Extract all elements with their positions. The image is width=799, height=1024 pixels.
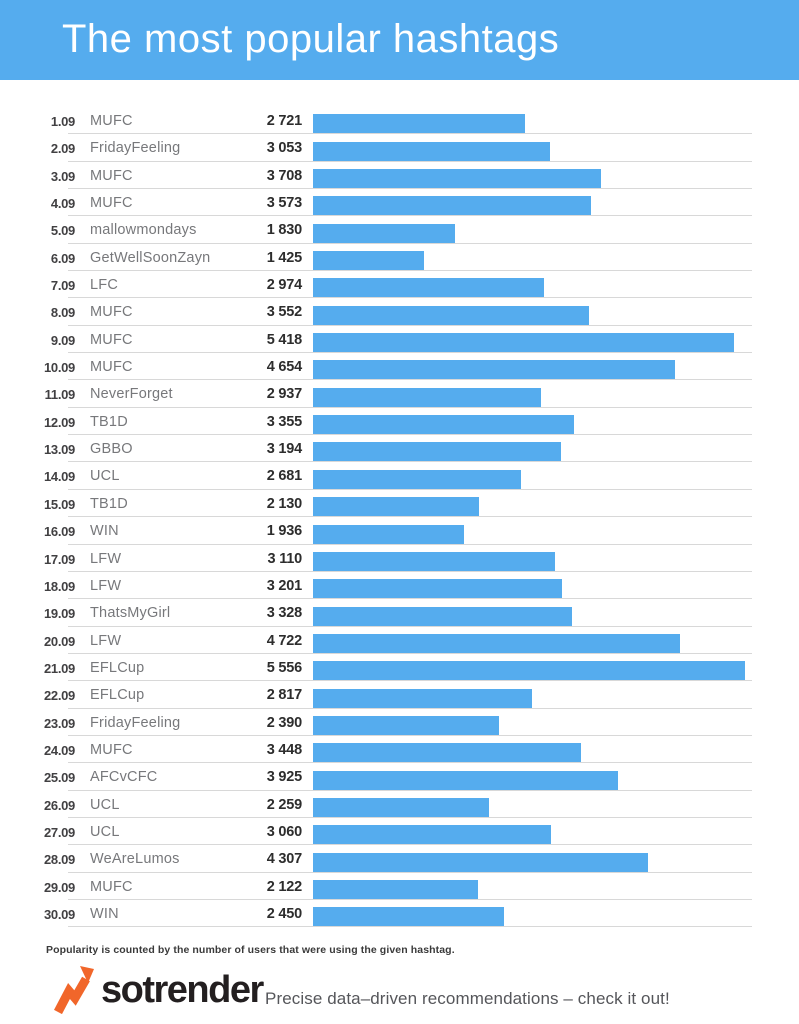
bar-track: [313, 470, 745, 489]
bar: [313, 333, 734, 352]
bar: [313, 880, 478, 899]
table-row: [0, 709, 799, 736]
bar-track: [313, 907, 745, 926]
table-row: [0, 298, 799, 325]
row-hashtag: MUFC: [90, 359, 133, 376]
bar: [313, 114, 525, 133]
bar: [313, 442, 561, 461]
bar: [313, 661, 745, 680]
bar-track: [313, 497, 745, 516]
row-value: 4 654: [266, 359, 302, 376]
bar-track: [313, 388, 745, 407]
bar-track: [313, 442, 745, 461]
bar: [313, 142, 550, 161]
table-row: [0, 216, 799, 243]
bar-track: [313, 661, 745, 680]
row-date: 28.09: [43, 852, 75, 868]
row-value: 2 974: [266, 277, 302, 294]
row-hashtag: MUFC: [90, 741, 133, 758]
bar: [313, 497, 479, 516]
row-hashtag: FridayFeeling: [90, 140, 181, 157]
row-value: 3 355: [266, 413, 302, 430]
bar-track: [313, 114, 745, 133]
row-hashtag: EFLCup: [90, 659, 145, 676]
table-row: [0, 462, 799, 489]
bar: [313, 853, 648, 872]
row-value: 3 552: [266, 304, 302, 321]
row-date: 24.09: [43, 742, 75, 758]
row-value: 3 328: [266, 605, 302, 622]
row-hashtag: NeverForget: [90, 386, 173, 403]
row-hashtag: TB1D: [90, 413, 128, 430]
bar-track: [313, 306, 745, 325]
row-date: 30.09: [43, 906, 75, 922]
logo-text: sotrender: [101, 968, 263, 1011]
row-value: 3 573: [266, 195, 302, 212]
table-row: [0, 654, 799, 681]
bar-track: [313, 634, 745, 653]
bar-track: [313, 743, 745, 762]
row-date: 1.09: [50, 114, 75, 129]
bar-track: [313, 196, 745, 215]
bar: [313, 743, 581, 762]
row-value: 3 053: [266, 140, 302, 157]
row-date: 23.09: [43, 715, 75, 731]
bar: [313, 716, 499, 735]
row-date: 16.09: [43, 524, 75, 540]
bar: [313, 771, 618, 790]
bar: [313, 689, 532, 708]
trend-arrow-icon: [54, 966, 94, 1014]
table-row: [0, 490, 799, 517]
row-value: 5 556: [266, 659, 302, 676]
row-value: 5 418: [266, 331, 302, 348]
bar-track: [313, 771, 745, 790]
row-hashtag: MUFC: [90, 304, 133, 321]
bar-track: [313, 169, 745, 188]
footer-tagline: Precise data–driven recommendations – check it out!: [265, 989, 670, 1008]
row-hashtag: FridayFeeling: [90, 714, 181, 731]
row-value: 2 130: [266, 495, 302, 512]
table-row: [0, 627, 799, 654]
bar-track: [313, 689, 745, 708]
bar: [313, 169, 601, 188]
row-date: 13.09: [43, 442, 75, 458]
table-row: [0, 873, 799, 900]
row-value: 3 708: [266, 167, 302, 184]
row-value: 4 722: [266, 632, 302, 649]
row-value: 3 194: [266, 441, 302, 458]
bar: [313, 470, 521, 489]
row-date: 17.09: [43, 551, 75, 567]
row-hashtag: MUFC: [90, 113, 133, 129]
bar: [313, 388, 541, 407]
bar: [313, 907, 504, 926]
row-value: 3 448: [266, 741, 302, 758]
bar-track: [313, 360, 745, 379]
row-value: 3 201: [266, 577, 302, 594]
row-separator: [68, 926, 752, 927]
row-value: 1 830: [266, 222, 302, 239]
bar-track: [313, 278, 745, 297]
row-value: 3 925: [266, 769, 302, 786]
row-hashtag: LFC: [90, 277, 118, 294]
table-row: [0, 134, 799, 161]
row-hashtag: mallowmondays: [90, 222, 197, 239]
table-row: [0, 107, 799, 134]
bar-track: [313, 607, 745, 626]
row-hashtag: LFW: [90, 632, 122, 649]
row-date: 7.09: [50, 278, 75, 294]
table-row: [0, 244, 799, 271]
row-value: 2 259: [266, 796, 302, 813]
bar-track: [313, 224, 745, 243]
bar-track: [313, 525, 745, 544]
table-row: [0, 791, 799, 818]
row-date: 2.09: [50, 141, 75, 157]
table-row: [0, 353, 799, 380]
row-date: 3.09: [50, 168, 75, 184]
row-value: 2 122: [266, 878, 302, 895]
row-date: 26.09: [43, 797, 75, 813]
bar-track: [313, 716, 745, 735]
bar: [313, 224, 455, 243]
row-hashtag: UCL: [90, 796, 120, 813]
row-value: 3 060: [266, 823, 302, 840]
table-row: [0, 572, 799, 599]
row-hashtag: TB1D: [90, 495, 128, 512]
row-value: 3 110: [267, 550, 302, 567]
hashtag-bar-list: [0, 107, 799, 927]
bar: [313, 579, 562, 598]
row-hashtag: UCL: [90, 468, 120, 485]
row-date: 14.09: [43, 469, 75, 485]
row-date: 27.09: [43, 824, 75, 840]
row-hashtag: AFCvCFC: [90, 769, 158, 786]
table-row: [0, 599, 799, 626]
row-hashtag: LFW: [90, 550, 122, 567]
row-date: 25.09: [43, 770, 75, 786]
row-value: 2 937: [266, 386, 302, 403]
bar: [313, 196, 591, 215]
table-row: [0, 271, 799, 298]
table-row: [0, 900, 799, 927]
table-row: [0, 818, 799, 845]
table-row: [0, 189, 799, 216]
sotrender-logo[interactable]: [54, 966, 263, 1014]
bar-track: [313, 853, 745, 872]
row-value: 4 307: [266, 851, 302, 868]
table-row: [0, 435, 799, 462]
row-date: 4.09: [50, 196, 75, 212]
bar: [313, 634, 680, 653]
row-hashtag: MUFC: [90, 878, 133, 895]
row-date: 15.09: [43, 496, 75, 512]
row-hashtag: WIN: [90, 905, 119, 922]
footnote: Popularity is counted by the number of users that were using the given hashtag.: [46, 944, 455, 956]
row-date: 6.09: [50, 250, 75, 266]
table-row: [0, 517, 799, 544]
row-hashtag: ThatsMyGirl: [90, 605, 171, 622]
bar-track: [313, 825, 745, 844]
bar-track: [313, 415, 745, 434]
row-date: 22.09: [43, 688, 75, 704]
row-hashtag: WIN: [90, 523, 119, 540]
row-hashtag: WeAreLumos: [90, 851, 180, 868]
bar-track: [313, 333, 745, 352]
table-row: [0, 845, 799, 872]
row-date: 8.09: [50, 305, 75, 321]
bar-track: [313, 579, 745, 598]
row-date: 10.09: [43, 360, 75, 376]
row-hashtag: EFLCup: [90, 687, 145, 704]
bar: [313, 251, 424, 270]
bar-track: [313, 142, 745, 161]
bar: [313, 306, 589, 325]
row-hashtag: LFW: [90, 577, 122, 594]
row-date: 5.09: [50, 223, 75, 239]
bar: [313, 415, 574, 434]
row-value: 2 450: [266, 905, 302, 922]
row-value: 2 390: [266, 714, 302, 731]
row-date: 11.09: [44, 387, 75, 403]
row-date: 19.09: [43, 606, 75, 622]
table-row: [0, 380, 799, 407]
page-title: The most popular hashtags: [62, 17, 560, 61]
bar: [313, 607, 572, 626]
table-row: [0, 763, 799, 790]
row-value: 1 936: [266, 523, 302, 540]
table-row: [0, 162, 799, 189]
bar: [313, 360, 675, 379]
table-row: [0, 326, 799, 353]
row-hashtag: GetWellSoonZayn: [90, 249, 211, 266]
table-row: [0, 545, 799, 572]
bar-track: [313, 880, 745, 899]
row-date: 20.09: [43, 633, 75, 649]
bar: [313, 278, 544, 297]
bar-track: [313, 552, 745, 571]
bar: [313, 798, 489, 817]
bar-track: [313, 798, 745, 817]
row-hashtag: MUFC: [90, 195, 133, 212]
bar: [313, 825, 551, 844]
row-value: 2 817: [266, 687, 302, 704]
bar: [313, 525, 464, 544]
row-date: 29.09: [43, 879, 75, 895]
row-value: 2 721: [266, 113, 302, 129]
header-banner: [0, 0, 799, 80]
row-hashtag: GBBO: [90, 441, 133, 458]
row-value: 1 425: [266, 249, 302, 266]
bar-track: [313, 251, 745, 270]
row-date: 21.09: [43, 660, 75, 676]
row-hashtag: MUFC: [90, 331, 133, 348]
row-date: 18.09: [43, 578, 75, 594]
table-row: [0, 736, 799, 763]
table-row: [0, 408, 799, 435]
row-hashtag: UCL: [90, 823, 120, 840]
bar: [313, 552, 555, 571]
row-date: 9.09: [50, 332, 75, 348]
row-hashtag: MUFC: [90, 167, 133, 184]
row-date: 12.09: [43, 414, 75, 430]
row-value: 2 681: [266, 468, 302, 485]
table-row: [0, 681, 799, 708]
